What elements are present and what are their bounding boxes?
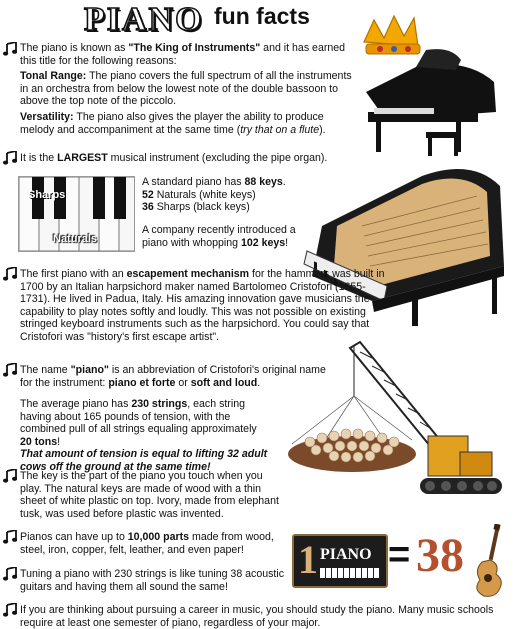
crane-cows-image	[280, 336, 510, 508]
music-note-icon	[3, 151, 17, 165]
escapement-text: The first piano with an escapement mechanism for the hammers was built in 1700 by an Italian harpsichord maker named Bartolomeo Cristofori (1655-1731). He lived in Padua, Italy. His amazing innovation gave musicians the capability to play notes softly and loudly. This was not possible on existing stringed keyboard instruments such as the harpsichord. You could say that Cristofori was "history's first escape artist".	[20, 268, 385, 343]
sharps-count-line: 36 Sharps (black keys)	[142, 201, 250, 214]
key-material-text: The key is the part of the piano you touch when you play. The natural keys are made of wood with a thin sheet of white plastic on top. Ivory, made from elephant tusk, was used before plastic was invented.	[20, 470, 279, 520]
thirty-eight-number: 38	[416, 529, 464, 582]
music-note-icon	[3, 469, 17, 483]
page-title	[84, 1, 384, 41]
music-note-icon	[3, 42, 17, 56]
one-piano-box	[292, 534, 388, 588]
sharps-label: Sharps	[28, 189, 66, 201]
versatility-text: Versatility: The piano also gives the player the ability to produce melody and accompaniment at the same time (try that on a flute).	[20, 111, 326, 136]
music-note-icon	[3, 363, 17, 377]
music-note-icon	[3, 567, 17, 581]
strings-text: The average piano has 230 strings, each string having about 165 pounds of tension, with the combined pull of all strings equaling approximately 20 tons! That amount of tension is equal to lifting 32 adult cows off the ground at the same time!	[20, 398, 268, 473]
crown-icon	[356, 12, 506, 162]
guitar-icon	[470, 524, 508, 598]
tuning-text: Tuning a piano with 230 strings is like tuning 38 acoustic guitars and having them all sound the same!	[20, 568, 285, 593]
title-tagline: fun facts	[214, 3, 310, 29]
tonal-range-text: Tonal Range: The piano covers the full spectrum of all the instruments in an orchestra from below the lowest note of the double bassoon to above the top note of the piccolo.	[20, 70, 352, 108]
equals-sign: =	[388, 534, 411, 576]
intro-text: The piano is known as "The King of Instruments" and it has earned this title for the following reasons:	[20, 42, 346, 67]
title-word: PIANO	[84, 1, 204, 38]
largest-text: It is the LARGEST musical instrument (excluding the pipe organ).	[20, 152, 328, 164]
tension-emphasis: That amount of tension is equal to lifting 32 adult cows off the ground at the same time!	[20, 448, 268, 473]
name-origin-text: The name "piano" is an abbreviation of Cristofori's original name for the instrument: piano et forte or soft and loud.	[20, 364, 326, 389]
music-note-icon	[3, 603, 17, 617]
music-note-icon	[3, 267, 17, 281]
naturals-label: Naturals	[53, 233, 98, 245]
grand-piano-icon	[366, 49, 496, 156]
naturals-count-line: 52 Naturals (white keys)	[142, 188, 256, 201]
career-text: If you are thinking about pursuing a career in music, you should study the piano. Many music schools require at least one semester of piano, regardless of your major.	[20, 604, 494, 629]
parts-text: Pianos can have up to 10,000 parts made from wood, steel, iron, copper, felt, leather, and even paper!	[20, 531, 274, 556]
company-keys-text: A company recently introduced a piano with whopping 102 keys!	[142, 224, 296, 249]
keys-total-line: A standard piano has 88 keys.	[142, 176, 286, 188]
piano-keys-image	[18, 176, 135, 252]
piano-word: PIANO	[320, 546, 372, 563]
one-digit: 1	[298, 537, 318, 582]
keys-facts	[142, 176, 302, 214]
piano-equals-guitars-graphic	[292, 524, 508, 598]
crown-piano-image	[356, 12, 506, 162]
music-note-icon	[3, 530, 17, 544]
